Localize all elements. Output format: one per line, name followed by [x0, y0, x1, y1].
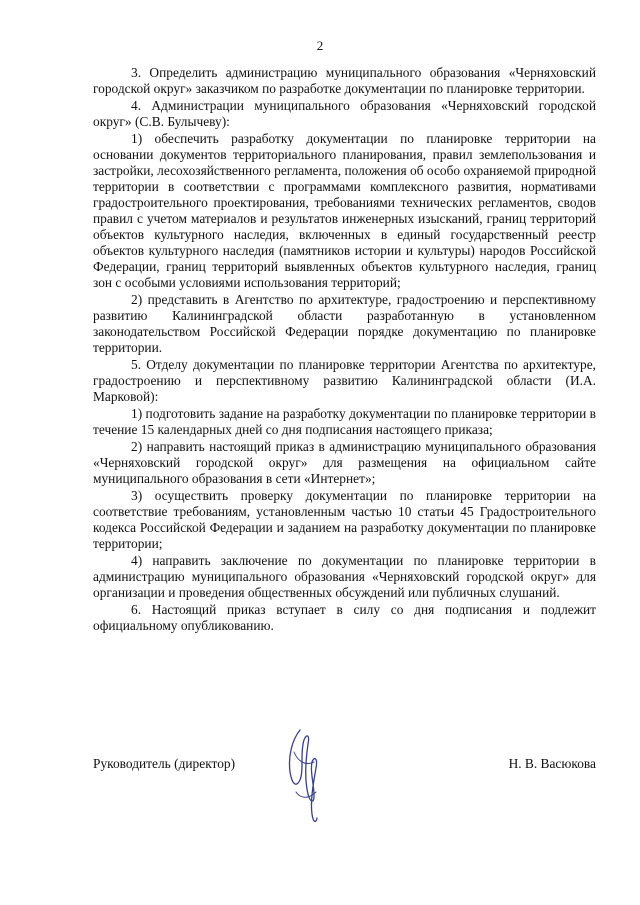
paragraph-item-4-2: 2) представить в Агентство по архитектуре, градостроению и перспективному развитию Калининградской области разработанную в установленном законодательством Российской Федерации порядке документацию по планировке территории.: [93, 292, 596, 355]
paragraph-item-6: 6. Настоящий приказ вступает в силу со дня подписания и подлежит официальному опубликованию.: [93, 602, 596, 633]
paragraph-item-5-2: 2) направить настоящий приказ в администрацию муниципального образования «Черняховский городской округ» для размещения на официальном сайте муниципального образования в сети «Интернет»;: [93, 439, 596, 486]
paragraph-item-4: 4. Администрации муниципального образования «Черняховский городской округ» (С.В. Булычеву):: [93, 98, 596, 129]
signatory-position: Руководитель (директор): [93, 756, 236, 771]
page-number: 2: [316, 38, 324, 53]
document-body: [93, 65, 596, 635]
paragraph-item-5-4: 4) направить заключение по документации по планировке территории в администрацию муниципального образования «Черняховский городской округ» для организации и проведения общественных обсуждений или публичных слушаний.: [93, 553, 596, 600]
paragraph-item-3: 3. Определить администрацию муниципального образования «Черняховский городской округ» заказчиком по разработке документации по планировке территории.: [93, 65, 596, 96]
paragraph-item-5-1: 1) подготовить задание на разработку документации по планировке территории в течение 15 календарных дней со дня подписания настоящего приказа;: [93, 406, 596, 437]
paragraph-item-4-1: 1) обеспечить разработку документации по планировке территории на основании документов территориального планирования, правил землепользования и застройки, лесохозяйственного регламента, положения об особо охраняемой природной территории в соответствии с программами комплексного развития, нормативами градостроительного проектирования, требованиями технических регламентов, сводов правил с учетом материалов и результатов инженерных изысканий, границ территорий объектов культурного наследия, включенных в единый государственный реестр объектов культурного наследия (памятников истории и культуры) народов Российской Федерации, границ территорий выявленных объектов культурного наследия, границ зон с особыми условиями использования территорий;: [93, 131, 596, 290]
paragraph-item-5-3: 3) осуществить проверку документации по планировке территории на соответствие требованиям, установленным частью 10 статьи 45 Градостроительного кодекса Российской Федерации и заданием на разработку документации по планировке территории;: [93, 488, 596, 551]
paragraph-item-5: 5. Отделу документации по планировке территории Агентства по архитектуре, градостроению и перспективному развитию Калининградской области (И.А. Марковой):: [93, 357, 596, 404]
handwritten-signature-icon: [270, 722, 340, 832]
signatory-name: Н. В. Васюкова: [508, 756, 596, 771]
